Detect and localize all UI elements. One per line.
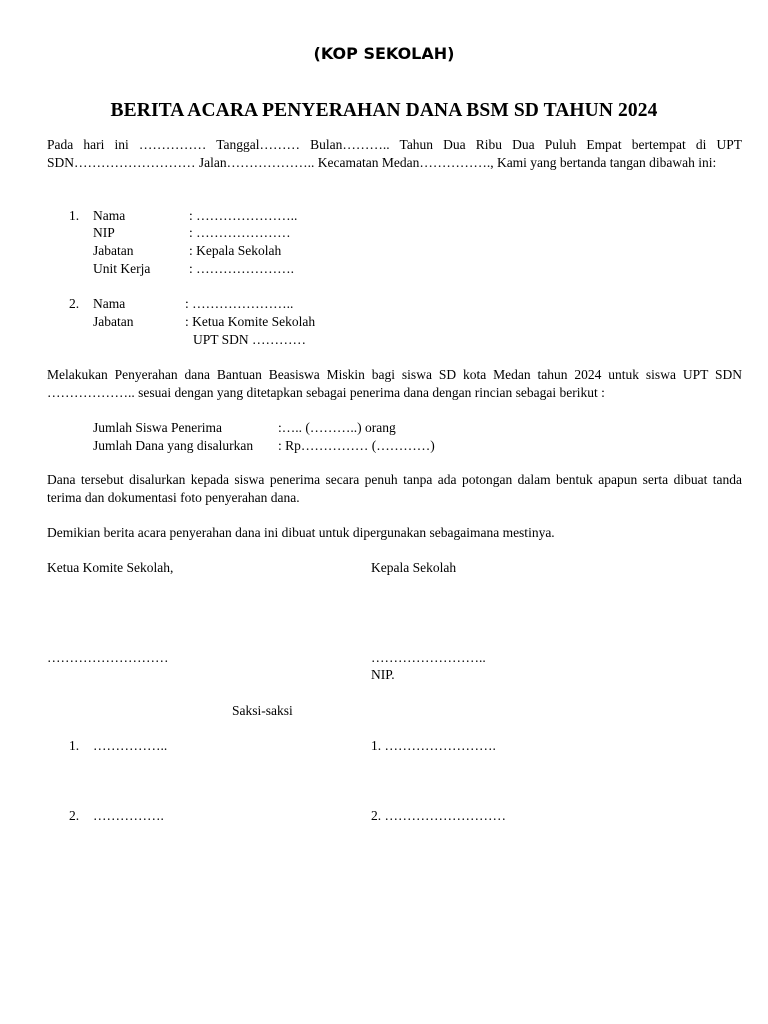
witness-left-2-number: 2.: [69, 808, 80, 823]
party-2-jabatan-value: : Ketua Komite Sekolah: [185, 314, 316, 329]
party-2-name-value: : …………………..: [185, 296, 294, 311]
committee-chair-signature-line: ………………………: [47, 650, 169, 665]
party-1-name-value: : …………………..: [189, 208, 298, 223]
witness-left-1-number: 1.: [69, 738, 80, 753]
party-1-nip-value: : …………………: [189, 225, 291, 240]
intro-paragraph: Pada hari ini …………… Tanggal……… Bulan……….. Tahun Dua Ribu Dua Puluh Empat bertempat di UPT SDN……………………… Jalan……………….. Kecamatan Medan……………., Kami yang bertanda tangan dibawah ini:: [47, 137, 742, 170]
handover-paragraph: Melakukan Penyerahan dana Bantuan Beasiswa Miskin bagi siswa SD kota Medan tahun 2024 untuk siswa UPT SDN ……………….. sesuai dengan yang ditetapkan sebagai penerima dana dengan rincian sebagai berikut :: [47, 367, 742, 400]
student-count-value: :….. (………..) orang: [278, 420, 396, 435]
fund-amount-label: Jumlah Dana yang disalurkan: [93, 438, 254, 453]
principal-title: Kepala Sekolah: [371, 560, 457, 575]
party-1-unit-value: : ………………….: [189, 261, 295, 276]
witness-right-1-line: 1. …………………….: [371, 738, 496, 753]
witness-left-2-line: …………….: [93, 808, 164, 823]
principal-nip: NIP.: [371, 667, 395, 682]
party-2-name-label: Nama: [93, 296, 126, 311]
party-1-jabatan-label: Jabatan: [93, 243, 134, 258]
party-1-number: 1.: [69, 208, 80, 223]
fund-amount-value: : Rp…………… (…………): [278, 438, 435, 453]
party-2-school: UPT SDN …………: [193, 332, 307, 347]
party-1-unit-label: Unit Kerja: [93, 261, 151, 276]
committee-chair-title: Ketua Komite Sekolah,: [47, 560, 174, 575]
document-title: BERITA ACARA PENYERAHAN DANA BSM SD TAHUN 2024: [110, 100, 658, 121]
party-1-jabatan-value: : Kepala Sekolah: [189, 243, 282, 258]
party-1-name-label: Nama: [93, 208, 126, 223]
party-2-number: 2.: [69, 296, 80, 311]
witness-heading: Saksi-saksi: [232, 703, 293, 718]
witness-right-2-line: 2. ………………………: [371, 808, 506, 823]
school-letterhead-placeholder: (KOP SEKOLAH): [313, 44, 455, 63]
party-1-nip-label: NIP: [93, 225, 115, 240]
party-2-jabatan-label: Jabatan: [93, 314, 134, 329]
witness-left-1-line: ……………..: [93, 738, 168, 753]
principal-signature-line: ……………………..: [371, 650, 486, 665]
closing-paragraph: Demikian berita acara penyerahan dana ini dibuat untuk dipergunakan sebagaimana mestinya.: [47, 525, 555, 540]
fund-note-paragraph: Dana tersebut disalurkan kepada siswa penerima secara penuh tanpa ada potongan dalam bentuk apapun serta dibuat tanda terima dan dokumentasi foto penyerahan dana.: [47, 472, 742, 505]
student-count-label: Jumlah Siswa Penerima: [93, 420, 222, 435]
